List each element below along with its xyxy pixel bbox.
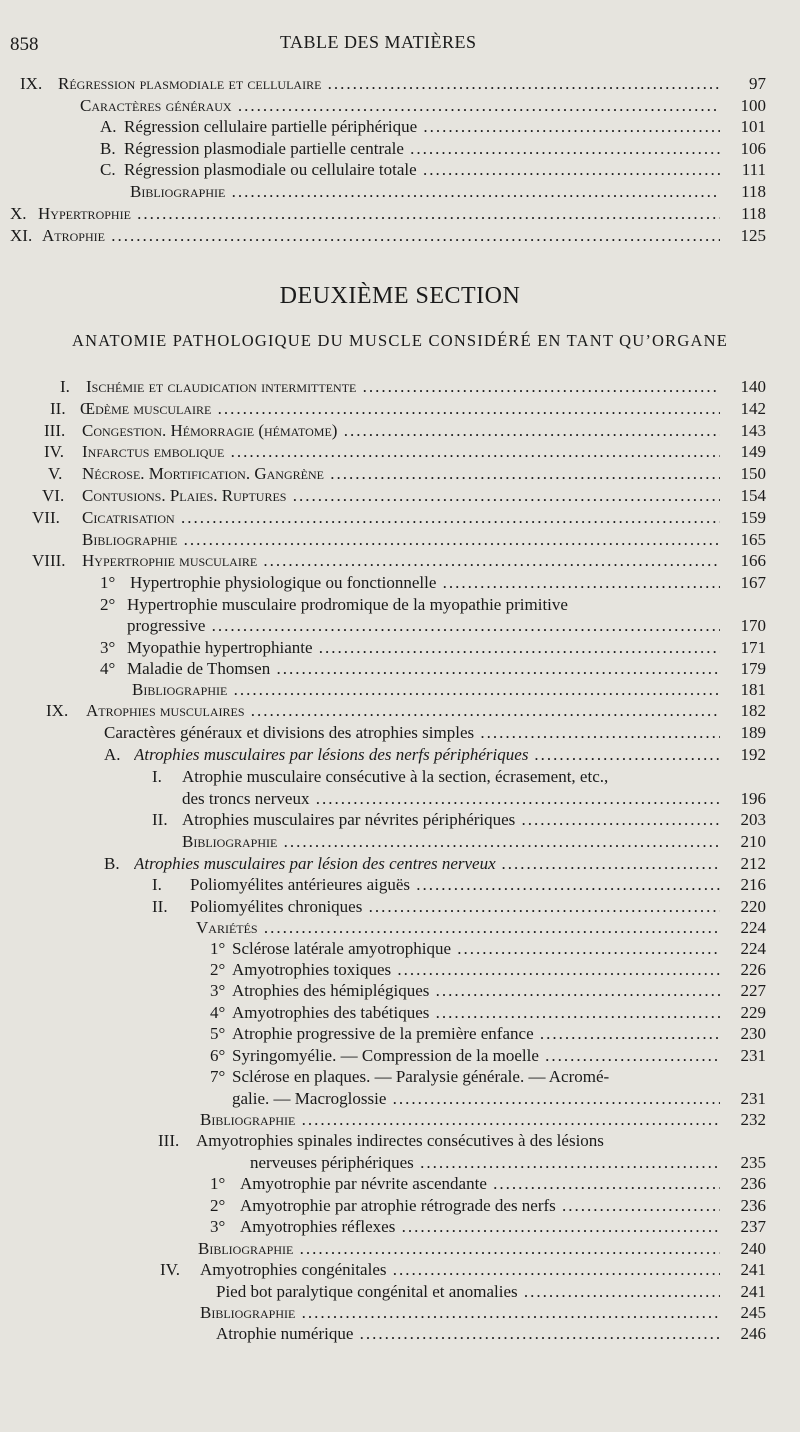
toc-entry-page: 236 <box>740 1174 766 1193</box>
toc-entry-number: 6° <box>210 1046 226 1065</box>
toc-entry-page: 165 <box>740 530 766 549</box>
toc-entry-page: 181 <box>740 680 766 699</box>
toc-entry-number: 2° <box>100 595 116 614</box>
toc-entry[interactable] <box>0 1023 800 1045</box>
toc-entry-label: Bibliographie ..... <box>200 1302 720 1324</box>
toc-entry-label: Contusions. Plaies. Ruptures ..... <box>82 485 720 507</box>
toc-entry[interactable] <box>0 679 800 701</box>
toc-entry-number: 1° <box>210 939 226 958</box>
toc-entry[interactable] <box>0 700 800 722</box>
toc-entry-number: I. <box>60 377 70 396</box>
toc-entry[interactable] <box>0 507 800 529</box>
toc-entry[interactable] <box>0 896 800 918</box>
toc-entry-label: progressive ..... <box>127 615 720 637</box>
toc-entry[interactable] <box>0 95 800 117</box>
toc-entry-label: Sclérose latérale amyotrophique ..... <box>232 938 720 960</box>
toc-entry-label: Œdème musculaire ..... <box>80 398 720 420</box>
toc-entry[interactable] <box>0 1173 800 1195</box>
toc-entry-number: 1° <box>210 1174 226 1193</box>
toc-entry-page: 203 <box>740 810 766 829</box>
toc-entry-label: Myopathie hypertrophiante ..... <box>127 637 720 659</box>
toc-entry-label: Bibliographie ..... <box>198 1238 720 1260</box>
toc-entry-number: 5° <box>210 1024 226 1043</box>
toc-entry-label: des troncs nerveux ..... <box>182 788 720 810</box>
toc-entry-page: 140 <box>740 377 766 396</box>
toc-entry-page: 111 <box>741 160 766 179</box>
toc-entry-label: Amyotrophies des tabétiques ..... <box>232 1002 720 1024</box>
toc-entry-label: Amyotrophie par névrite ascendante ..... <box>240 1173 720 1195</box>
toc-entry[interactable] <box>0 1109 800 1131</box>
toc-entry[interactable] <box>0 1130 800 1152</box>
toc-entry-page: 196 <box>740 789 766 808</box>
toc-entry[interactable] <box>0 874 800 896</box>
toc-entry-number: 3° <box>210 1217 226 1236</box>
toc-entry-number: VI. <box>42 486 65 505</box>
toc-entry[interactable] <box>0 1323 800 1345</box>
toc-entry-label: Variétés ..... <box>196 917 720 939</box>
toc-entry-number: 2° <box>210 960 226 979</box>
toc-entry-label: Bibliographie ..... <box>200 1109 720 1131</box>
toc-entry-page: 149 <box>740 442 766 461</box>
toc-entry-page: 224 <box>740 918 766 937</box>
toc-entry-number: 3° <box>210 981 226 1000</box>
toc-entry-label: Amyotrophie par atrophie rétrograde des nerfs ..... <box>240 1195 720 1217</box>
toc-entry-page: 220 <box>740 897 766 916</box>
toc-entry-label: Amyotrophies spinales indirectes consécutives à des lésions <box>196 1131 604 1150</box>
toc-entry-page: 232 <box>740 1110 766 1129</box>
toc-entry[interactable] <box>0 744 800 766</box>
toc-entry-number: II. <box>50 399 66 418</box>
toc-entry-label: Amyotrophies toxiques ..... <box>232 959 720 981</box>
toc-entry-page: 231 <box>740 1046 766 1065</box>
toc-entry-number: B. <box>100 139 116 158</box>
toc-entry-page: 150 <box>740 464 766 483</box>
toc-entry-number: B. <box>104 854 120 873</box>
toc-entry-page: 189 <box>740 723 766 742</box>
toc-entry[interactable] <box>0 398 800 420</box>
toc-entry-label: Atrophies musculaires ..... <box>86 700 720 722</box>
page-header <box>0 30 800 60</box>
toc-entry-number: 3° <box>100 638 116 657</box>
toc-entry-label: Hypertrophie musculaire prodromique de la myopathie primitive <box>127 595 568 614</box>
toc-entry[interactable] <box>0 722 800 744</box>
toc-entry-label: Bibliographie ..... <box>130 181 720 203</box>
toc-entry[interactable] <box>0 485 800 507</box>
toc-entry-page: 241 <box>740 1260 766 1279</box>
toc-entry-label: Pied bot paralytique congénital et anomalies ..... <box>216 1281 720 1303</box>
toc-entry-label: Bibliographie ..... <box>132 679 720 701</box>
section-title: DEUXIÈME SECTION <box>279 283 521 309</box>
toc-entry[interactable] <box>0 529 800 551</box>
section-subtitle: ANATOMIE PATHOLOGIQUE DU MUSCLE CONSIDÉRÉ EN TANT QU’ORGANE <box>72 331 728 350</box>
toc-entry-label: Hypertrophie musculaire ..... <box>82 550 720 572</box>
toc-entry-label: Bibliographie ..... <box>182 831 720 853</box>
toc-entry-number: IV. <box>44 442 64 461</box>
toc-entry-label: Maladie de Thomsen ..... <box>127 658 720 680</box>
toc-entry-number: C. <box>100 160 116 179</box>
toc-entry-page: 236 <box>740 1196 766 1215</box>
toc-entry[interactable] <box>0 441 800 463</box>
toc-entry-label: Hypertrophie ..... <box>38 203 720 225</box>
toc-entry-number: II. <box>152 897 168 916</box>
toc-entry[interactable] <box>0 138 800 160</box>
toc-entry-label: Régression plasmodiale partielle centrale ..... <box>124 138 720 160</box>
toc-entry[interactable] <box>0 766 800 788</box>
toc-entry-number: V. <box>48 464 63 483</box>
toc-entry[interactable] <box>0 572 800 594</box>
toc-entry-number: I. <box>152 875 162 894</box>
toc-entry-number: III. <box>44 421 66 440</box>
toc-entry-label: Hypertrophie physiologique ou fonctionnelle ..... <box>130 572 720 594</box>
toc-entry-label: Amyotrophies réflexes ..... <box>240 1216 720 1238</box>
toc-entry-number: II. <box>152 810 168 829</box>
toc-entry-page: 118 <box>741 204 766 223</box>
toc-entry-number: A. <box>100 117 117 136</box>
toc-entry-page: 182 <box>740 701 766 720</box>
toc-entry-page: 167 <box>740 573 766 592</box>
toc-entry[interactable] <box>0 1088 800 1110</box>
toc-entry-number: X. <box>10 204 27 223</box>
toc-entry[interactable] <box>0 181 800 203</box>
toc-entry-page: 216 <box>740 875 766 894</box>
toc-entry-number: 4° <box>100 659 116 678</box>
toc-entry[interactable] <box>0 594 800 616</box>
toc-entry-number: 2° <box>210 1196 226 1215</box>
toc-entry-page: 166 <box>740 551 766 570</box>
toc-entry-page: 154 <box>740 486 766 505</box>
toc-entry[interactable] <box>0 225 800 247</box>
toc-entry-label: Congestion. Hémorragie (hématome) ..... <box>82 420 720 442</box>
toc-entry-number: 7° <box>210 1067 226 1086</box>
toc-entry-number: IV. <box>160 1260 180 1279</box>
toc-entry[interactable] <box>0 637 800 659</box>
toc-entry-page: 210 <box>740 832 766 851</box>
toc-entry[interactable] <box>0 938 800 960</box>
toc-entry[interactable] <box>0 376 800 398</box>
toc-entry-label: Atrophie musculaire consécutive à la section, écrasement, etc., <box>182 767 609 786</box>
toc-entry-label: galie. — Macroglossie ..... <box>232 1088 720 1110</box>
toc-entry-page: 106 <box>740 139 766 158</box>
toc-entry-page: 100 <box>740 96 766 115</box>
toc-entry-label: Ischémie et claudication intermittente ..... <box>86 376 720 398</box>
toc-entry-page: 226 <box>740 960 766 979</box>
toc-entry-page: 125 <box>740 226 766 245</box>
toc-entry[interactable] <box>0 658 800 680</box>
toc-entry[interactable] <box>0 1216 800 1238</box>
toc-entry-label: Atrophies musculaires par lésion des centres nerveux ..... <box>134 853 720 875</box>
toc-entry-number: I. <box>152 767 162 786</box>
toc-entry-page: 159 <box>740 508 766 527</box>
toc-entry-label: Poliomyélites antérieures aiguës ..... <box>190 874 720 896</box>
toc-entry-label: Régression cellulaire partielle périphérique ..... <box>124 116 720 138</box>
toc-entry-page: 224 <box>740 939 766 958</box>
toc-entry-page: 101 <box>740 117 766 136</box>
toc-entry-page: 179 <box>740 659 766 678</box>
toc-entry-label: Amyotrophies congénitales ..... <box>200 1259 720 1281</box>
toc-entry-number: 1° <box>100 573 116 592</box>
toc-entry-page: 246 <box>740 1324 766 1343</box>
toc-entry[interactable] <box>0 73 800 95</box>
toc-entry-label: Cicatrisation ..... <box>82 507 720 529</box>
toc-entry[interactable] <box>0 853 800 875</box>
toc-entry-page: 237 <box>740 1217 766 1236</box>
toc-entry-page: 229 <box>740 1003 766 1022</box>
toc-entry-page: 240 <box>740 1239 766 1258</box>
toc-entry-page: 227 <box>740 981 766 1000</box>
toc-entry[interactable] <box>0 1302 800 1324</box>
toc-entry-page: 245 <box>740 1303 766 1322</box>
toc-entry-number: III. <box>158 1131 180 1150</box>
toc-entry[interactable] <box>0 550 800 572</box>
toc-entry-page: 171 <box>740 638 766 657</box>
toc-entry-page: 192 <box>740 745 766 764</box>
toc-entry[interactable] <box>0 1045 800 1067</box>
toc-entry-page: 97 <box>749 74 766 93</box>
toc-entry-page: 170 <box>740 616 766 635</box>
toc-entry[interactable] <box>0 917 800 939</box>
toc-entry[interactable] <box>0 809 800 831</box>
toc-entry-label: Atrophie progressive de la première enfance ..... <box>232 1023 720 1045</box>
toc-entry[interactable] <box>0 1238 800 1260</box>
toc-entry[interactable] <box>0 116 800 138</box>
toc-entry-label: nerveuses périphériques ..... <box>250 1152 720 1174</box>
toc-entry-label: Atrophies des hémiplégiques ..... <box>232 980 720 1002</box>
toc-entry[interactable] <box>0 420 800 442</box>
toc-entry[interactable] <box>0 1152 800 1174</box>
toc-entry[interactable] <box>0 1195 800 1217</box>
toc-entry-label: Atrophies musculaires par névrites périphériques ..... <box>182 809 720 831</box>
toc-entry[interactable] <box>0 788 800 810</box>
toc-entry-page: 230 <box>740 1024 766 1043</box>
toc-entry[interactable] <box>0 615 800 637</box>
page-number: 858 <box>10 34 39 55</box>
toc-entry-number: IX. <box>46 701 69 720</box>
toc-entry-page: 143 <box>740 421 766 440</box>
toc-entry-page: 241 <box>740 1282 766 1301</box>
toc-entry[interactable] <box>0 959 800 981</box>
toc-entry-label: Poliomyélites chroniques ..... <box>190 896 720 918</box>
toc-entry-number: VIII. <box>32 551 66 570</box>
toc-entry-label: Nécrose. Mortification. Gangrène ..... <box>82 463 720 485</box>
toc-entry[interactable] <box>0 1002 800 1024</box>
toc-entry-number: 4° <box>210 1003 226 1022</box>
toc-entry-number: VII. <box>32 508 60 527</box>
toc-entry-label: Syringomyélie. — Compression de la moelle ..... <box>232 1045 720 1067</box>
toc-entry-label: Atrophie numérique ..... <box>216 1323 720 1345</box>
toc-entry[interactable] <box>0 203 800 225</box>
toc-entry[interactable] <box>0 463 800 485</box>
toc-entry-page: 212 <box>740 854 766 873</box>
toc-entry-label: Caractères généraux ..... <box>80 95 720 117</box>
toc-entry[interactable] <box>0 831 800 853</box>
toc-entry-page: 118 <box>741 182 766 201</box>
toc-entry[interactable] <box>0 980 800 1002</box>
toc-entry-label: Régression plasmodiale et cellulaire ..... <box>58 73 720 95</box>
toc-entry[interactable] <box>0 159 800 181</box>
toc-entry-label: Caractères généraux et divisions des atrophies simples ..... <box>104 722 720 744</box>
toc-entry-label: Atrophies musculaires par lésions des nerfs périphériques ..... <box>134 744 720 766</box>
toc-entry-label: Atrophie ..... <box>42 225 720 247</box>
toc-entry-label: Infarctus embolique ..... <box>82 441 720 463</box>
toc-entry[interactable] <box>0 1066 800 1088</box>
toc-entry-page: 231 <box>740 1089 766 1108</box>
toc-entry-page: 142 <box>740 399 766 418</box>
toc-entry-label: Bibliographie ..... <box>82 529 720 551</box>
toc-entry-number: IX. <box>20 74 43 93</box>
toc-entry-number: XI. <box>10 226 33 245</box>
toc-entry-number: A. <box>104 745 121 764</box>
toc-entry-page: 235 <box>740 1153 766 1172</box>
toc-entry-label: Sclérose en plaques. — Paralysie générale. — Acromé- <box>232 1067 610 1086</box>
toc-entry[interactable] <box>0 1259 800 1281</box>
toc-entry-label: Régression plasmodiale ou cellulaire totale ..... <box>124 159 720 181</box>
running-title: TABLE DES MATIÈRES <box>280 32 477 52</box>
toc-entry[interactable] <box>0 1281 800 1303</box>
